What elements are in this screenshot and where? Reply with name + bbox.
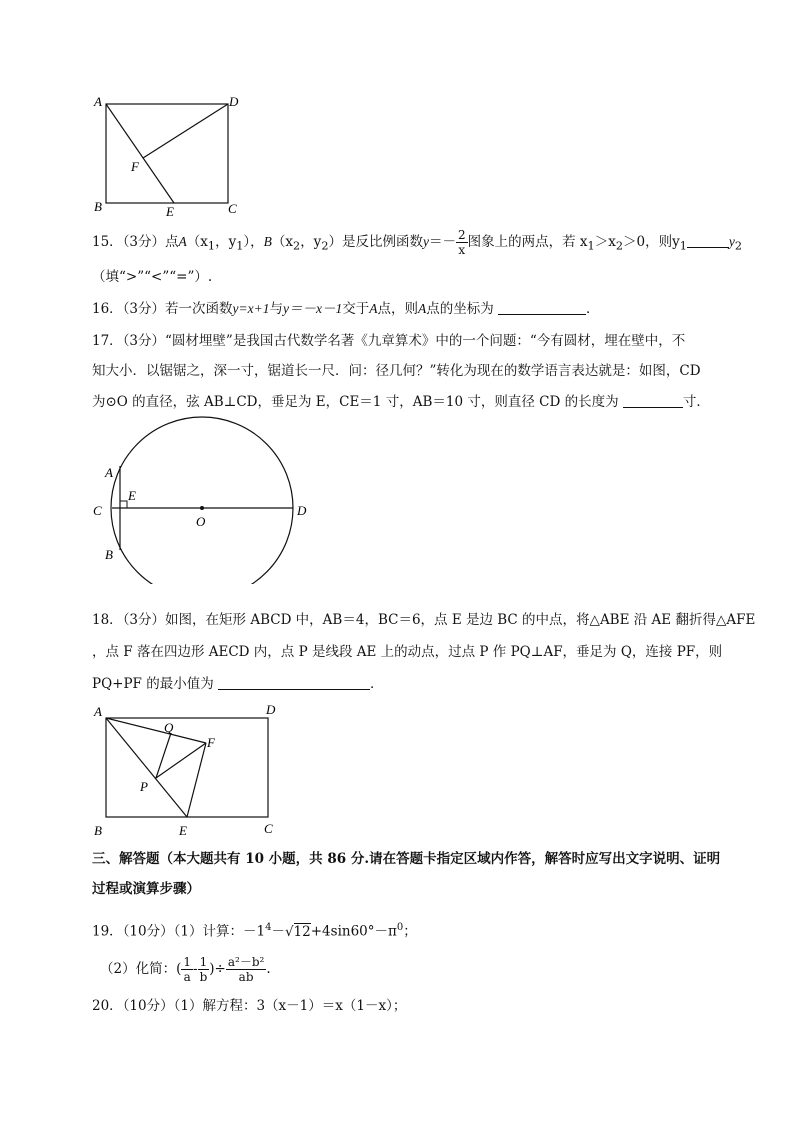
answer-blank-17[interactable] (623, 393, 683, 408)
label-a: A (105, 465, 113, 480)
question-18-line-3: PQ+PF 的最小值为 ． (92, 676, 384, 692)
label-c: C (264, 821, 273, 836)
label-b: B (94, 199, 102, 214)
label-e: E (128, 488, 136, 503)
label-a: A (94, 94, 102, 109)
question-15-line-1: 15．（3分）点$A(x_1$，$y_1$），$B(x_2$，$y_2$）是反比例函数y＝－ $\frac{2}{x}$ 图象上的两点，若 $x_1>x_2>0$，则$y_1$ $y_2$ (92, 228, 743, 257)
label-c: C (93, 503, 102, 518)
fraction-1-over-a: $\frac{1}{a}$ (183, 955, 192, 984)
question-16: 16．（3分）若一次函数y=x+1与y＝－x－1交于A点，则A点的坐标为 ． (92, 301, 600, 317)
fraction-2-over-x: $\frac{2}{x}$ (458, 228, 466, 257)
fraction-a2-b2-over-ab: $\frac{\text{a²－b²}}{ab}$ (227, 955, 265, 984)
question-17-line-3: 为⊙O 的直径，弦 AB⊥CD，垂足为 E，CE＝1 寸，AB＝10 寸，则直径 CD 的长度为 寸． (92, 394, 710, 410)
label-d: D (229, 94, 239, 109)
sqrt-12: √12 (284, 923, 311, 940)
label-q: Q (164, 720, 174, 735)
label-b: B (105, 547, 113, 562)
label-d: D (266, 702, 276, 717)
answer-blank-15[interactable] (687, 233, 729, 248)
label-e: E (179, 823, 187, 838)
label-c: C (228, 201, 237, 216)
question-19-part-2: （2）化简：( $\frac{1}{a}$ - $\frac{1}{b}$ )÷ $\frac{\text{a²－b²}}{ab}$ . (100, 955, 271, 984)
question-18-line-2: ，点 F 落在四边形 AECD 内，点 P 是线段 AE 上的动点，过点 P 作 PQ⊥AF，垂足为 Q，连接 PF，则 (92, 644, 723, 660)
label-d: D (297, 503, 307, 518)
figure-rectangle-abcd-2 (88, 700, 288, 840)
question-19-part-1: 19．（10分）（1）计算：$-1^4-√12+4\sin 60^\circ-\pi^0$； (92, 922, 417, 940)
label-p: P (140, 779, 148, 794)
label-o: O (196, 514, 206, 529)
label-a: A (94, 704, 102, 719)
question-15-line-2: （填“>”“<”“=”）. (92, 269, 213, 285)
question-20-part-1: 20．（10分）（1）解方程：3（x－1）＝x（1－x）； (92, 998, 407, 1014)
question-17-line-2: 知大小．以锯锯之，深一寸，锯道长一尺．问：径几何？”转化为现在的数学语言表达就是：如图，CD (92, 363, 701, 379)
question-18-line-1: 18．（3分）如图，在矩形 ABCD 中，AB＝4，BC＝6，点 E 是边 BC 的中点，将△ABE 沿 AE 翻折得△AFE (92, 612, 756, 628)
fraction-1-over-b: $\frac{1}{b}$ (199, 955, 208, 984)
answer-blank-18[interactable] (218, 675, 370, 690)
question-17-line-1: 17．（3分）“圆材埋壁”是我国古代数学名著《九章算术》中的一个问题：“今有圆材，埋在壁中，不 (92, 333, 686, 349)
answer-blank-16[interactable] (498, 300, 586, 315)
figure-circle-o (88, 414, 318, 584)
radical-sign: √ (284, 923, 294, 940)
label-b: B (94, 823, 102, 838)
figure-rectangle-abcd-1 (88, 92, 248, 220)
label-e: E (166, 204, 174, 219)
section-3-heading: 三、解答题（本大题共有 10 小题，共 86 分.请在答题卡指定区域内作答，解答时应写出文字说明、证明 过程或演算步骤） (92, 851, 721, 897)
label-f: F (207, 735, 215, 750)
label-f: F (131, 159, 139, 174)
